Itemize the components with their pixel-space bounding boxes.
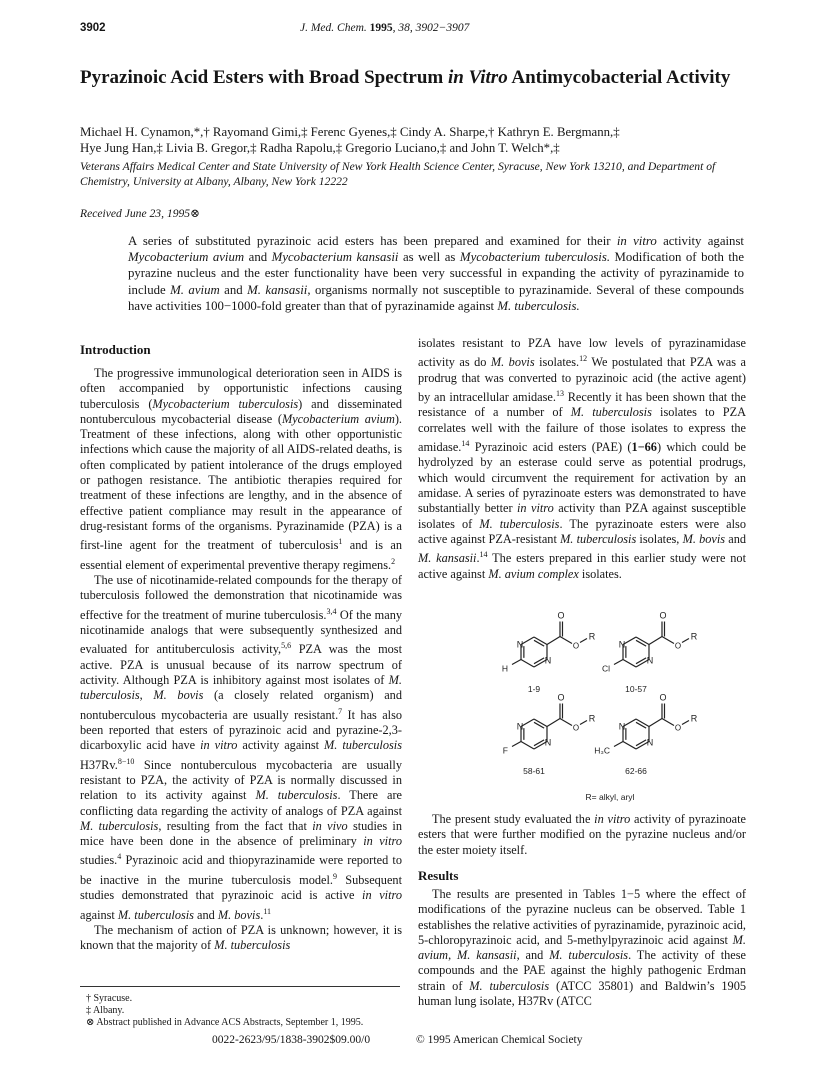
ring-double-bond [636,640,646,646]
affiliation: Veterans Affairs Medical Center and State University of New York Health Science Center, Syracuse, New York 13210, and Department of Chemistry, University at Albany, Albany, New York 12222 [80,160,716,188]
bond [682,721,689,725]
oxygen-atom: O [557,610,565,621]
nitrogen-atom: N [618,721,626,732]
ring-bond [521,660,534,668]
bond [512,742,521,747]
title-part-italic: in Vitro [448,67,508,88]
paragraph: The present study evaluated the in vitro activity of pyrazinoate esters that were further modified on the pyrazine nucleus and/or the ester moiety itself. [418,812,746,857]
author-list [80,124,750,156]
authors-line: Hye Jung Han,‡ Livia B. Gregor,‡ Radha Rapolu,‡ Gregorio Luciano,‡ and John T. Welch*,‡ [80,141,560,155]
paragraph: isolates resistant to PZA have low levels of pyrazinamidase activity as do M. bovis isolates.$^{12}$ We postulated that PZA was a prodrug that was converted to pyrazinoic acid (the active agent) by an intracellular amidase.$^{13}$ Recently it has been shown that the resistance of a number of M. tuberculosis isolates to PZA correlates well with the failure of those isolates to express the amidase.$^{14}$ Pyrazinoic acid esters (PAE) (1−66) which could be hydrolyzed by an esterase could serve as potential prodrugs, which would circumvent the requirement for activation by an amidase. A series of pyrazinoate esters was demonstrated to have substantially better in vitro activity than PZA against susceptible isolates of M. tuberculosis. The pyrazinoate esters were also active against PZA-resistant M. tuberculosis isolates, M. bovis and M. kansasii.$^{14}$ The esters prepared in this earlier study were not active against M. avium complex isolates. [418,336,747,581]
journal-year: 1995 [369,22,393,34]
bond [560,719,572,726]
authors-line: Michael H. Cynamon,*,† Rayomand Gimi,‡ Ferenc Gyenes,‡ Cindy A. Sharpe,† Kathryn E. Bergmann,‡ [80,125,620,139]
bond [682,639,689,643]
paragraph: The use of nicotinamide-related compounds for the therapy of tuberculosis followed the demonstration that nicotinamide was effective for the treatment of murine tuberculosis.$^{3,4}$ Of the many nicotinamide analogs that were subsequently synthesized and evaluated for antituberculosis activity,$^{5,6}$ PZA was the most active. PZA is unusual because of its narrow spectrum of activity. Although PZA is inhibitory against most isolates of M. tuberculosis, M. bovis (a closely related organism) and nontuberculous mycobacteria are usually resistant.$^7$ It has also been reported that esters of pyrazinoic acid and pyrazine-2,3-dicarboxylic acid have in vitro activity against M. tuberculosis H37Rv.$^{8-10}$ Since nontuberculous mycobacteria are usually resistant to PZA, the activity of PZA is normally discussed in relation to its activity against M. tuberculosis. There are conflicting data regarding the activity of analogs of PZA against M. tuberculosis, resulting from the fact that in vivo studies in mice have been done in the absence of preliminary in vitro studies.$^4$ Pyrazinoic acid and thiopyrazinamide were reported to be inactive in the murine tuberculosis model.$^9$ Subsequent studies demonstrated that pyrazinoic acid is active in vitro against M. tuberculosis and M. bovis.$^{11}$ [80,573,403,922]
substituent-atom: H₃C [594,745,611,756]
ring-double-bond [636,722,646,728]
chemical-structures-figure [430,610,750,806]
article-code: 0022-2623/95/1838-3902$09.00/0 [212,1034,371,1046]
ring-double-bond [534,640,544,646]
bond [614,660,623,665]
paper-title [80,66,760,89]
results-column [418,887,746,1009]
ring-double-bond [534,658,544,664]
compound-label: 58-61 [523,766,545,776]
bond [662,637,674,644]
section-heading-introduction: Introduction [80,342,151,357]
ring-double-bond [636,658,646,664]
compound-label: 62-66 [625,766,647,776]
abstract: A series of substituted pyrazinoic acid esters has been prepared and examined for their in vitro activity against Mycobacterium avium and Mycobacterium kansasii as well as Mycobacterium tuberculosis. Modification of both the pyrazine nucleus and the ester functionality have been very successful in expanding the activity of pyrazinamide to include M. avium and M. kansasii, organisms normally not susceptible to pyrazinamide. Several of these compounds have activities 100−1000-fold greater than that of pyrazinamide against M. tuberculosis. [128,234,744,313]
structure-caption: R= alkyl, aryl [585,792,635,802]
substituent-atom: F [502,745,509,756]
nitrogen-atom: N [618,639,626,650]
paragraph: The progressive immunological deterioration seen in AIDS is often accompanied by opportunistic infections causing tuberculosis (Mycobacterium tuberculosis) and disseminated nontuberculous mycobacterial disease (Mycobacterium avium). Treatment of these infections, along with other opportunistic infections which cause the majority of all AIDS-related deaths, is often complicated by patient intolerance of the drugs employed or pathogen resistance. The antibiotic therapies required for treatment of these infections are lengthy, and in the absence of effective patient compliance may result in the appearance of drug-resistant forms of the organisms. Pyrazinamide (PZA) is a first-line agent for the treatment of tuberculosis$^1$ and is an essential element of experimental preventive therapy regimens.$^2$ [80,366,402,572]
bond [560,637,572,644]
substituent-atom: Cl [601,663,611,674]
oxygen-atom: O [572,641,580,651]
ring-bond [623,660,636,668]
ring-bond [623,742,636,750]
r-group: R [588,713,596,724]
bond [547,637,560,645]
right-column-bottom [418,812,746,858]
oxygen-atom: O [659,692,667,703]
r-group: R [690,631,698,642]
bond [512,660,521,665]
journal-name: J. Med. Chem. [300,22,367,34]
ring-bond [521,742,534,750]
title-part: Antimycobacterial Activity [507,67,731,88]
title-part: Pyrazinoic Acid Esters with Broad Spectrum [80,67,449,88]
oxygen-atom: O [557,692,565,703]
intro-column [80,366,402,954]
footnote: ⊗ Abstract published in Advance ACS Abstracts, September 1, 1995. [86,1017,364,1028]
footnote: † Syracuse. [86,993,133,1004]
bond [614,742,623,747]
footnotes [80,986,400,1029]
bond [580,639,587,643]
r-group: R [588,631,596,642]
paragraph: The results are presented in Tables 1−5 where the effect of modifications of the pyrazine nucleus can be observed. Table 1 establishes the relative activities of pyrazinamide, pyrazinoic acid, 5-chloropyrazinoic acid, and 5-methylpyrazinoic acid against M. avium, M. kansasii, and M. tuberculosis. The activity of these compounds and the PAE against the highly pathogenic Erdman strain of M. tuberculosis (ATCC 35801) and Baldwin’s 1905 human lung isolate, H37Rv (ATCC [418,887,746,1009]
oxygen-atom: O [674,723,682,733]
received-date: Received June 23, 1995⊗ [80,207,200,220]
nitrogen-atom: N [544,655,552,666]
compound-label: 10-57 [625,684,647,694]
nitrogen-atom: N [646,655,654,666]
oxygen-atom: O [674,641,682,651]
ring-double-bond [534,722,544,728]
ring-double-bond [636,740,646,746]
ring-double-bond [534,740,544,746]
copyright: © 1995 American Chemical Society [416,1034,583,1046]
bond [547,719,560,727]
bond [649,719,662,727]
oxygen-atom: O [572,723,580,733]
bond [580,721,587,725]
nitrogen-atom: N [516,639,524,650]
footnote: ‡ Albany. [86,1005,125,1016]
nitrogen-atom: N [516,721,524,732]
right-column-top [418,336,746,582]
journal-volume: 38 [398,22,410,34]
bond [662,719,674,726]
oxygen-atom: O [659,610,667,621]
substituent-atom: H [501,663,509,674]
journal-pages: 3902−3907 [415,22,470,34]
nitrogen-atom: N [544,737,552,748]
bond [649,637,662,645]
paragraph: The mechanism of action of PZA is unknown; however, it is known that the majority of M. tuberculosis [80,922,402,953]
nitrogen-atom: N [646,737,654,748]
journal-citation: J. Med. Chem. 1995, 38, 3902−3907 [300,22,470,34]
page-number: 3902 [80,22,106,34]
r-group: R [690,713,698,724]
section-heading-results: Results [418,868,459,883]
compound-label: 1-9 [527,684,541,694]
